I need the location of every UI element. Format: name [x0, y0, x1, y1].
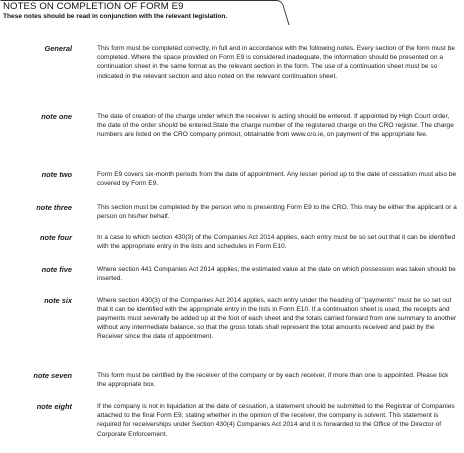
- note-label: note four: [39, 233, 72, 242]
- page-subtitle: These notes should be read in conjunction with the relevant legislation.: [3, 13, 228, 20]
- note-label: note five: [41, 265, 72, 274]
- note-text: The date of creation of the charge under which the receiver is acting should be entered. If appointed by High Court order, the date of the order should be entered.State the charge number of the registered charge on the CRO register. The charge numbers are listed on the CRO company printout, obtainable from www.cro.ie, on payment of the appropriate fee.: [97, 113, 454, 139]
- note-text: This section must be completed by the person who is presenting Form E9 to the CRO. This may be either the applicant or a person on his/her behalf.: [97, 204, 457, 221]
- note-text: In a case to which section 430(3) of the Companies Act 2014 applies, each entry must be so set out that it can be identified with the appropriate entry in the lists and schedules in Form E10.: [97, 234, 456, 251]
- note-label: note seven: [33, 371, 72, 380]
- note-text: Form E9 covers six-month periods from the date of appointment. Any lesser period up to the date of cessation must also be covered by Form E9.: [97, 171, 457, 188]
- note-text: Where section 430(3) of the Companies Act 2014 applies, each entry under the heading of "payments" must be so set out that it can be identified with the appropriate entry in the lists in Form E10. If a continuation sheet is used, the receipts and payments must severally be added up at the foot of each sheet and the totals carried forward from one summary to another without any intermediate balance, so that the gross totals shall represent the total amounts received and paid by the Receiver since the date of appointment.: [97, 297, 457, 340]
- note-label: General: [44, 44, 72, 53]
- note-label: note eight: [36, 402, 72, 411]
- note-label: note one: [41, 112, 72, 121]
- page-title: NOTES ON COMPLETION OF FORM E9: [3, 1, 184, 12]
- form-header: [0, 0, 290, 24]
- note-text: This form must be certified by the receiver of the company or by each receiver, if more than one is appointed. Please tick the appropriate box.: [97, 372, 449, 389]
- note-text: This form must be completed correctly, in full and in accordance with the following notes. Every section of the form must be completed. Where the space provided on Form E9 is considered inadequate, the information should be presented on a continuation sheet in the same format as the relevant section in the form. The use of a continuation sheet must be so indicated in the relevant section and also noted on the relevant continuation sheet.: [97, 45, 455, 80]
- note-label: note three: [36, 203, 72, 212]
- note-text: Where section 441 Companies Act 2014 applies, the estimated value at the date on which possession was taken should be inserted.: [97, 266, 456, 283]
- note-text: If the company is not in liquidation at the date of cessation, a statement should be submitted to the Registrar of Companies attached to the final Form E9, stating whether in the opinion of the receiver, the company is solvent. This statement is required for receiverships under Section 430(4) Companies Act 2014 and it is forwarded to the Office of the Director of Corporate Enforcement.: [97, 403, 455, 438]
- note-label: note six: [44, 296, 72, 305]
- note-label: note two: [41, 170, 72, 179]
